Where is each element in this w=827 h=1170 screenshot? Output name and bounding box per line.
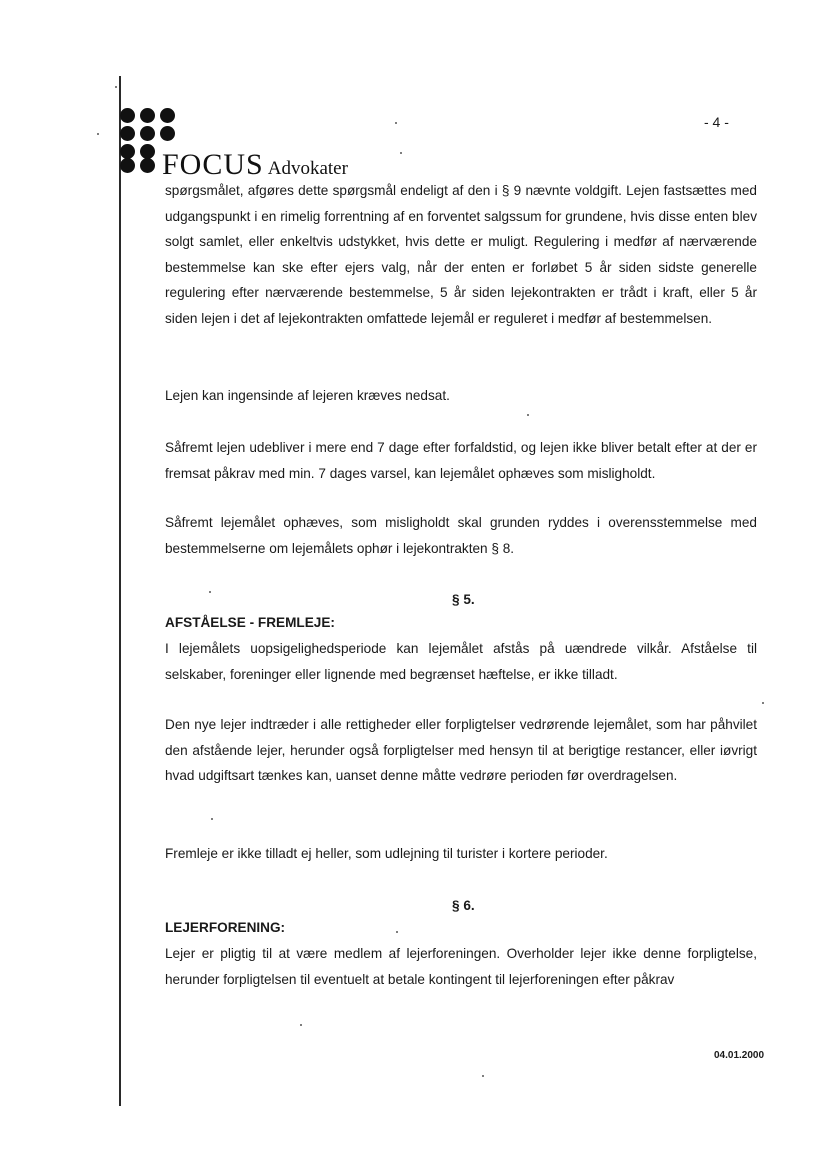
section-6-title: LEJERFORENING: <box>165 920 286 935</box>
footer-date: 04.01.2000 <box>714 1050 765 1061</box>
logo-brand: FOCUS <box>162 148 264 181</box>
scan-speck <box>527 414 529 416</box>
scan-speck <box>97 133 99 135</box>
scan-speck <box>211 818 213 820</box>
scan-speck <box>762 702 764 704</box>
section-5-number: § 5. <box>452 592 475 607</box>
margin-rule <box>119 76 121 1106</box>
scan-speck <box>482 1075 484 1077</box>
scan-speck <box>400 152 402 154</box>
paragraph-3: Såfremt lejen udebliver i mere end 7 dage efter forfaldstid, og lejen ikke bliver betalt efter at der er fremsat påkrav med min. 7 dages varsel, kan lejemålet ophæves som misligholdt. <box>165 440 757 481</box>
section-5-title: AFSTÅELSE - FREMLEJE: <box>165 615 335 630</box>
scan-speck <box>395 122 397 124</box>
paragraph-2: Lejen kan ingensinde af lejeren kræves nedsat. <box>165 388 450 403</box>
paragraph-5: I lejemålets uopsigelighedsperiode kan lejemålet afstås på uændrede vilkår. Afståelse til selskaber, foreninger eller lignende med begrænset hæftelse, er ikke tilladt. <box>165 641 757 682</box>
paragraph-1: spørgsmålet, afgøres dette spørgsmål endeligt af den i § 9 nævnte voldgift. Lejen fastsættes med udgangspunkt i en rimelig forrentning af en forventet salgssum for grundene, hvis disse enten blev solgt samlet, eller enkeltvis udstykket, hvis dette er muligt. Regulering i medfør af nærværende bestemmelse kan ske efter ejers valg, når der enten er forløbet 5 år siden sidste generelle regulering efter nærværende bestemmelse, 5 år siden lejekontrakten er trådt i kraft, eller 5 år siden lejen i det af lejekontrakten omfattede lejemål er reguleret i medfør af bestemmelsen. <box>165 183 757 326</box>
scan-speck <box>300 1024 302 1026</box>
paragraph-8: Lejer er pligtig til at være medlem af lejerforeningen. Overholder lejer ikke denne forpligtelse, herunder forpligtelsen til eventuelt at betale kontingent til lejerforeningen efter påkrav <box>165 946 757 987</box>
paragraph-4: Såfremt lejemålet ophæves, som misligholdt skal grunden ryddes i overensstemmelse med bestemmelserne om lejemålets ophør i lejekontrakten § 8. <box>165 515 757 556</box>
paragraph-7: Fremleje er ikke tilladt ej heller, som udlejning til turister i kortere perioder. <box>165 846 608 861</box>
page-number: - 4 - <box>704 114 729 130</box>
scan-speck <box>209 591 211 593</box>
paragraph-6: Den nye lejer indtræder i alle rettigheder eller forpligtelser vedrørende lejemålet, som har påhvilet den afstående lejer, herunder også forpligtelser med hensyn til at berigtige restancer, eller iøvrigt hvad udgiftsart tænkes kan, uanset denne måtte vedrøre perioden før overdragelsen. <box>165 717 757 783</box>
section-6-number: § 6. <box>452 898 475 913</box>
logo-sub: Advokater <box>267 158 348 179</box>
scan-speck <box>396 931 398 933</box>
scan-speck <box>115 86 117 88</box>
logo <box>162 148 348 182</box>
